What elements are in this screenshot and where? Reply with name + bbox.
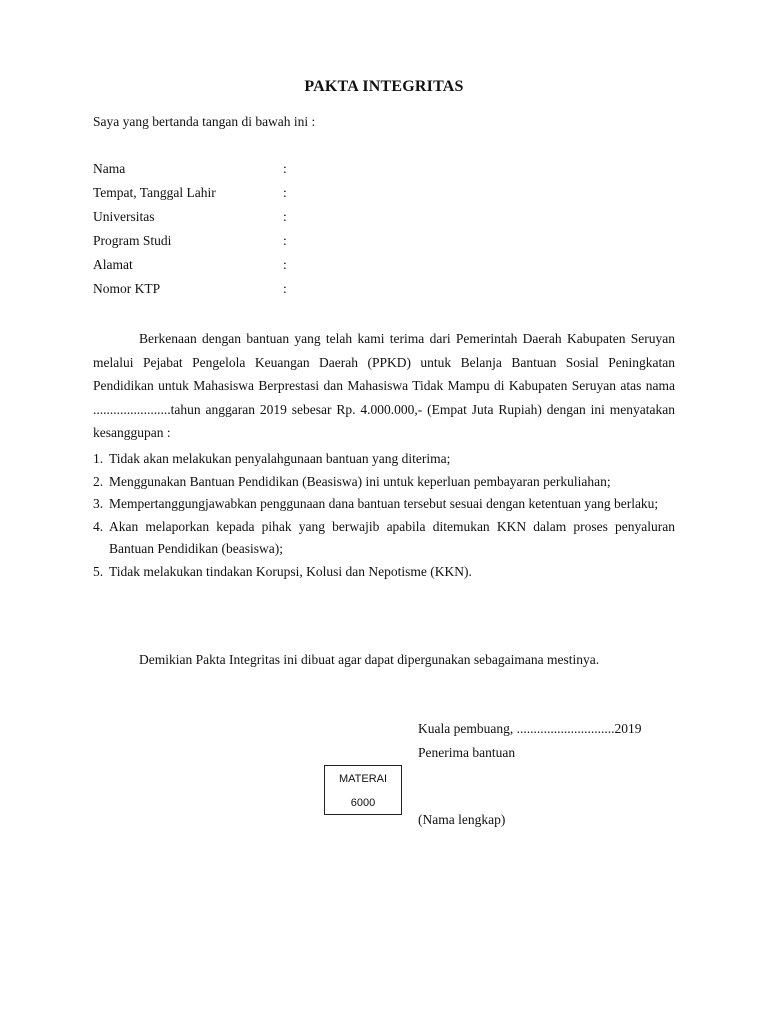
commitment-list [93,448,675,583]
list-number: 5. [93,563,104,579]
field-row-ktp [93,280,393,304]
field-colon: : [283,161,287,176]
body-paragraph: Berkenaan dengan bantuan yang telah kami terima dari Pemerintah Daerah Kabupaten Seruyan melalui Pejabat Pengelola Keuangan Daerah (PPKD) untuk Belanja Bantuan Sosial Peningkatan Pendidikan untuk Mahasiswa Berprestasi dan Mahasiswa Tidak Mampu di Kabupaten Seruyan atas nama .......................tahun anggaran 2019 sebesar Rp. 4.000.000,- (Empat Juta Rupiah) dengan ini menyatakan kesanggupan : [93,331,675,441]
list-text: Menggunakan Bantuan Pendidikan (Beasiswa) ini untuk keperluan pembayaran perkuliahan; [109,473,611,489]
field-label: Tempat, Tanggal Lahir [93,185,216,200]
field-label: Nama [93,161,126,176]
full-name-placeholder: (Nama lengkap) [418,812,506,827]
recipient-role: Penerima bantuan [418,745,516,760]
field-label: Program Studi [93,233,172,248]
stamp-value: 6000 [350,797,376,809]
list-item [93,493,675,516]
field-row-address [93,256,393,280]
identity-fields [93,160,393,304]
document-title: PAKTA INTEGRITAS [304,78,464,95]
list-number: 3. [93,496,104,511]
list-number: 4. [93,518,104,534]
stamp-label: MATERAI [338,773,388,785]
list-item [93,471,675,494]
list-text: Tidak akan melakukan penyalahgunaan bantuan yang diterima; [109,451,451,466]
field-row-program [93,232,393,256]
list-number: 1. [93,451,104,466]
closing-statement: Demikian Pakta Integritas ini dibuat agar dapat dipergunakan sebagaimana mestinya. [139,652,600,667]
field-colon: : [283,209,287,224]
intro-text: Saya yang bertanda tangan di bawah ini : [93,114,316,129]
list-number: 2. [93,473,104,489]
field-row-birth [93,184,393,208]
field-colon: : [283,185,287,200]
field-colon: : [283,281,287,296]
field-colon: : [283,233,287,248]
list-text: Akan melaporkan kepada pihak yang berwajib apabila ditemukan KKN dalam proses penyaluran Bantuan Pendidikan (beasiswa); [109,518,675,556]
list-item [93,561,675,584]
field-label: Alamat [93,257,133,272]
field-label: Universitas [93,209,155,224]
list-item [93,448,675,471]
list-text: Mempertanggungjawabkan penggunaan dana bantuan tersebut sesuai dengan ketentuan yang berlaku; [109,496,659,511]
field-colon: : [283,257,287,272]
stamp-box [324,765,402,815]
field-row-university [93,208,393,232]
list-text: Tidak melakukan tindakan Korupsi, Kolusi dan Nepotisme (KKN). [109,563,472,579]
list-item [93,516,675,561]
field-row-nama [93,160,393,184]
place-date: Kuala pembuang, .............................2019 [418,721,642,736]
field-label: Nomor KTP [93,281,161,296]
